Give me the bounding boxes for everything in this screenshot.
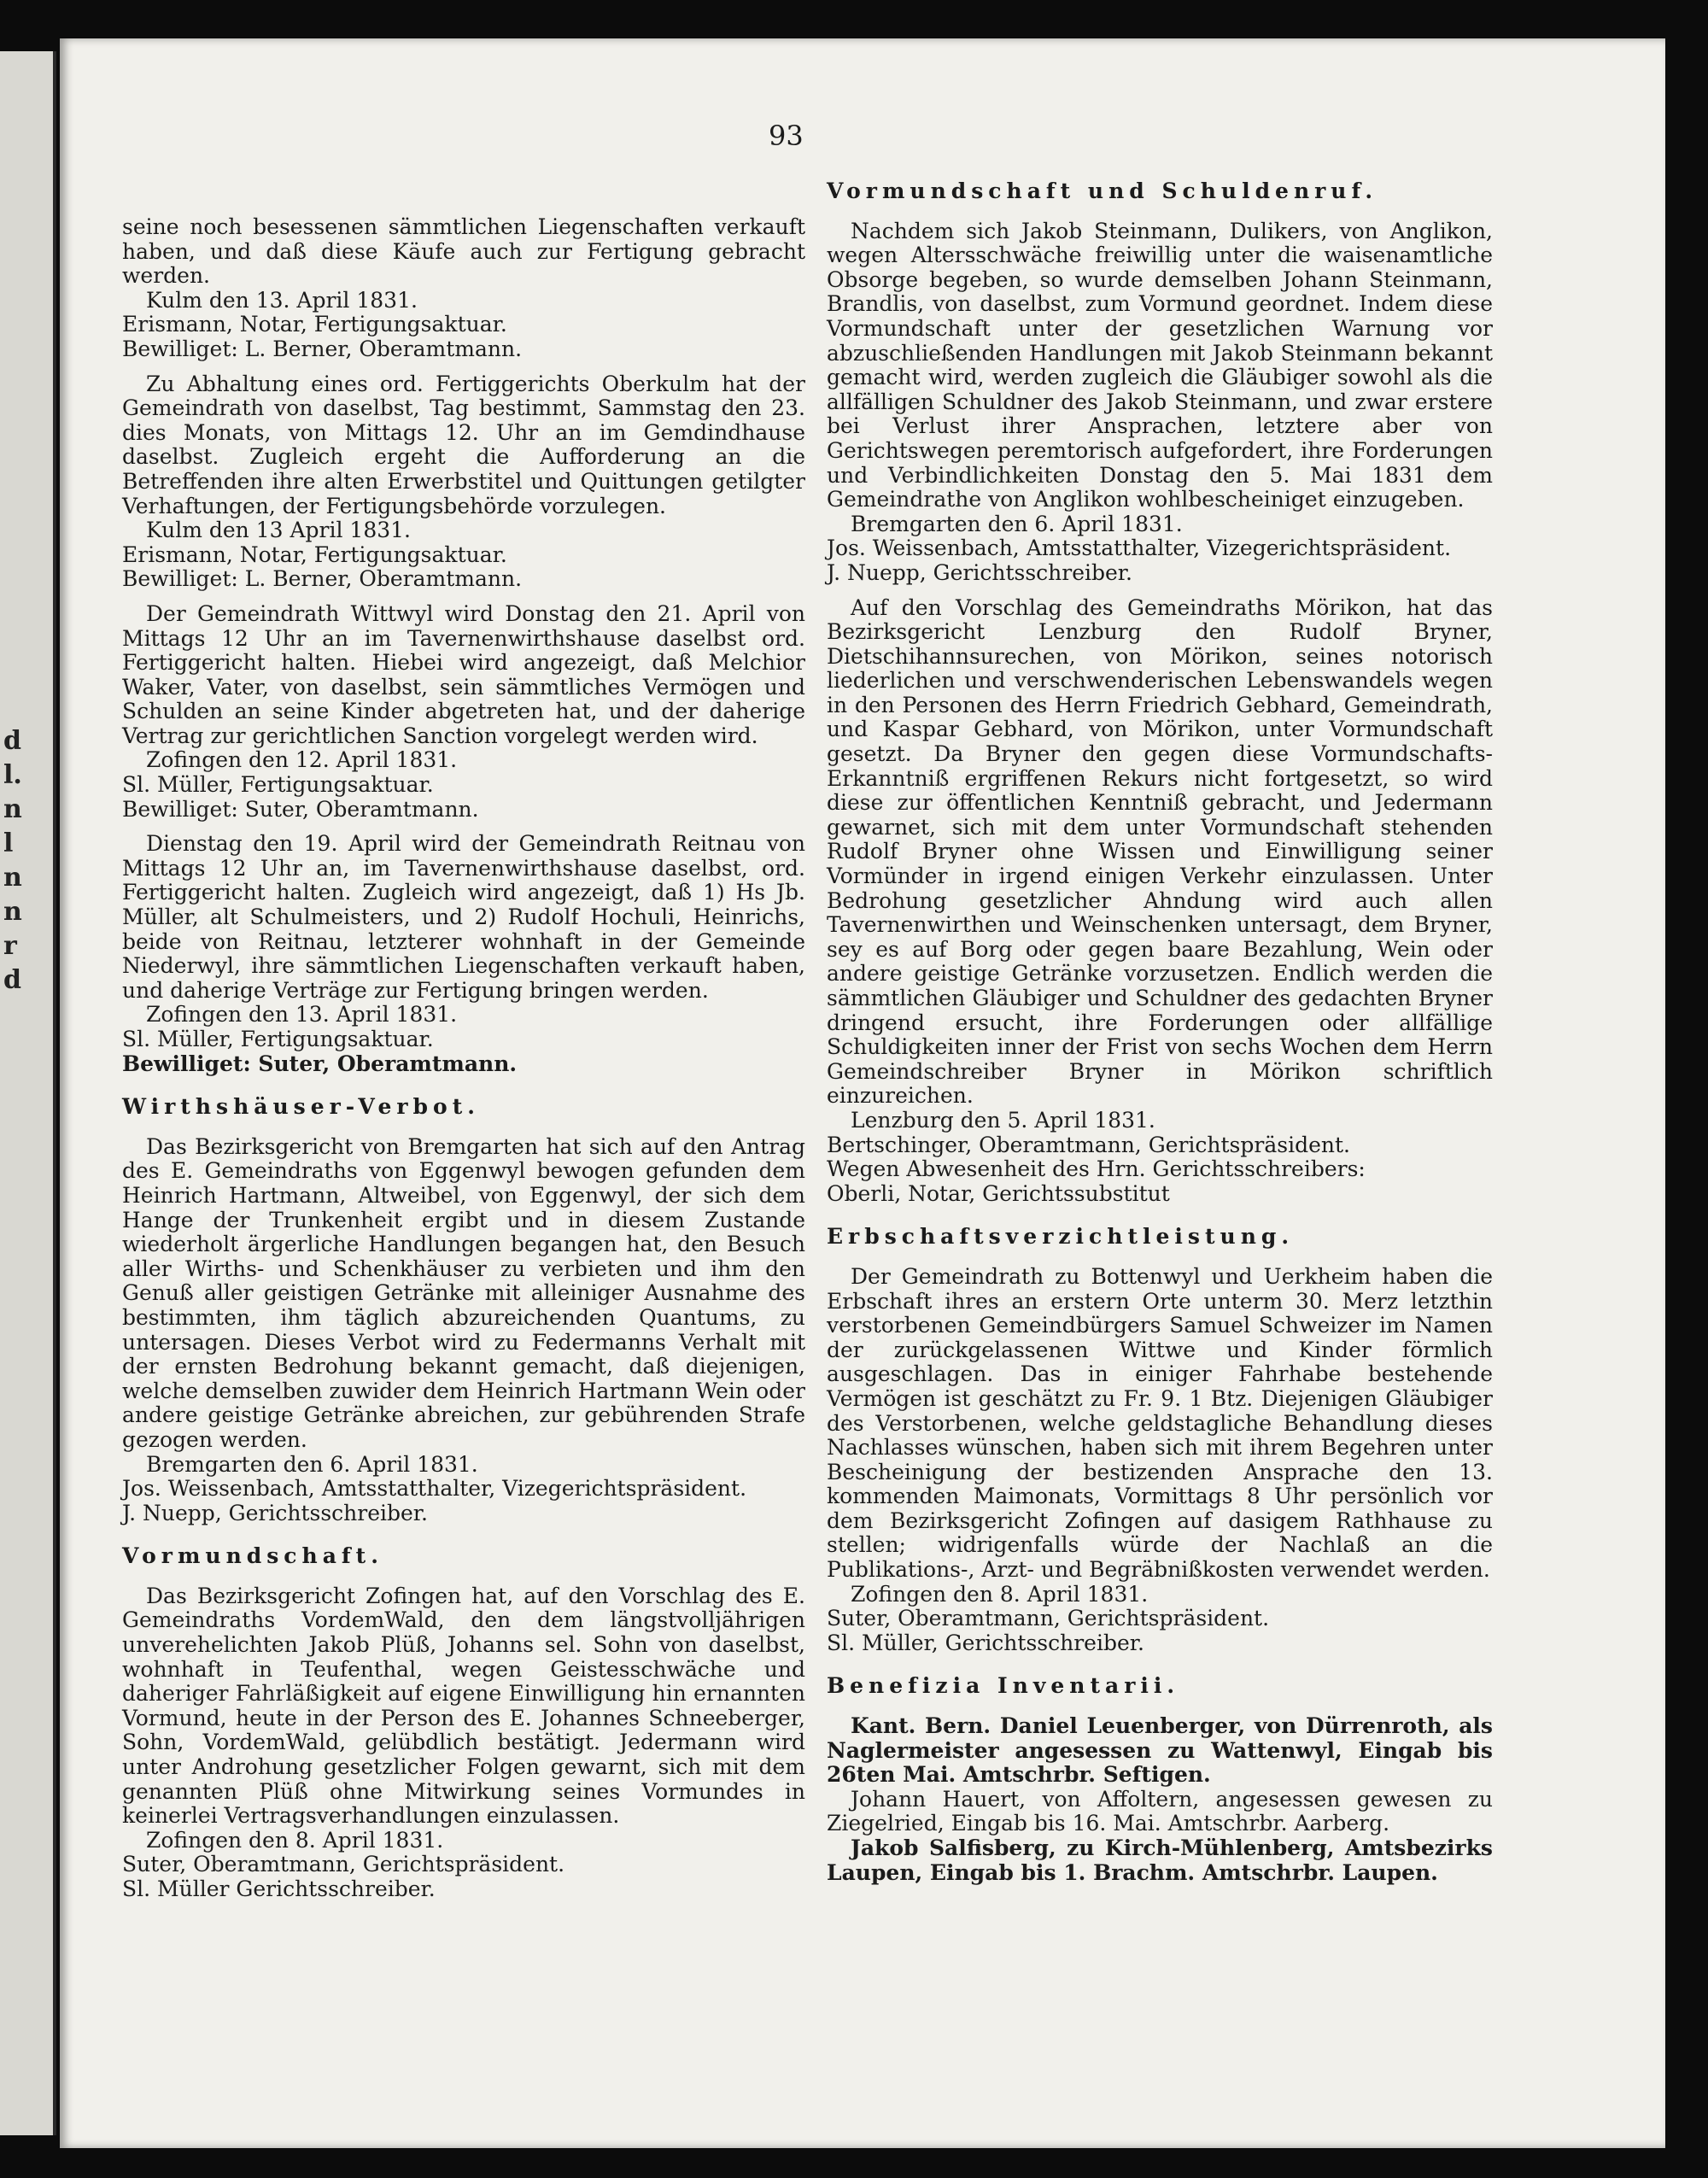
notice-signature: Sl. Müller, Fertigungsaktuar. — [122, 772, 434, 798]
notice-signature: Erismann, Notar, Fertigungsaktuar. — [122, 312, 507, 337]
notice-signature: Bertschinger, Oberamtmann, Gerichtspräsident. — [827, 1132, 1350, 1157]
notice-signature: Sl. Müller, Gerichtsschreiber. — [827, 1630, 1144, 1655]
notice-signature: Jos. Weissenbach, Amtsstatthalter, Vizegerichtspräsident. — [122, 1476, 747, 1502]
notice-approval: Bewilliget: L. Berner, Oberamtmann. — [122, 566, 523, 592]
previous-page-edge — [0, 51, 56, 2135]
notice-place-date: Lenzburg den 5. April 1831. — [851, 1107, 1155, 1133]
notice-text: Der Gemeindrath Wittwyl wird Donstag den 21. April von Mittags 12 Uhr an im Tavernenwirthshause daselbst ord. Fertiggericht halten. Hiebei wird angezeigt, daß Melchior Waker, Vater, von daselbst, sein sämmtliches Vermögen und Schulden an seine Kinder abgetreten hat, und der daherige Vertrag zur gerichtlichen Sanction vorgelegt werden wird. — [122, 600, 805, 748]
notice-signature: Jos. Weissenbach, Amtsstatthalter, Vizegerichtspräsident. — [827, 536, 1452, 561]
prev-page-fragment: l. — [3, 760, 22, 790]
section-heading: Wirthshäuser-Verbot. — [122, 1094, 480, 1120]
notice-approval: Bewilliget: Suter, Oberamtmann. — [122, 796, 479, 822]
notice-text: Auf den Vorschlag des Gemeindraths Mörikon, hat das Bezirksgericht Lenzburg den Rudolf Bryner, Dietschihannsurechen, von Mörikon, seines notorisch liederlichen und verschwenderischen Lebenswandels wegen in den Personen des Herrn Friedrich Gebhard, Gemeindrath, und Kaspar Gebhard, von Mörikon, unter Vormundschaft gesetzt. Da Bryner den gegen diese Vormundschafts-Erkanntniß ergriffenen Rekurs nicht fortgesetzt, so wird diese zur öffentlichen Kenntniß gebracht, und Jedermann gewarnet, sich mit dem unter Vormundschaft stehenden Rudolf Bryner ohne Wissen und Einwilligung seiner Vormünder in irgend einigen Verkehr einzulassen. Unter Bedrohung gesetzlicher Ahndung wird auch allen Tavernenwirthen und Weinschenken untersagt, dem Bryner, sey es auf Borg oder gegen baare Bezahlung, Wein oder andere geistige Getränke vorzusetzen. Endlich werden die sämmtlichen Gläubiger und Schuldner des gedachten Bryner dringend ersucht, ihre Forderungen oder allfällige Schuldigkeiten inner der Frist von sechs Wochen dem Herrn Gemeindschreiber Bryner in Mörikon schriftlich einzureichen. — [827, 594, 1493, 1109]
notice-text: Nachdem sich Jakob Steinmann, Dulikers, von Anglikon, wegen Altersschwäche freiwillig unter die waisenamtliche Obsorge begeben, so wurde demselben Johann Steinmann, Brandlis, von daselbst, zum Vormund geordnet. Indem diese Vormundschaft unter der gesetzlichen Warnung vor abzuschließenden Handlungen mit Jakob Steinmann bekannt gemacht wird, werden zugleich die Gläubiger sowohl als die allfälligen Schuldner des Jakob Steinmann, und zwar erstere bei Verlust ihrer Ansprachen, letztere aber von Gerichtswegen peremtorisch aufgefordert, ihre Forderungen und Verbindlichkeiten Donstag den 5. Mai 1831 dem Gemeindrathe von Anglikon wohlbescheiniget einzugeben. — [827, 218, 1493, 512]
notice-place-date: Zofingen den 8. April 1831. — [851, 1581, 1149, 1607]
section-heading: Benefizia Inventarii. — [827, 1673, 1180, 1699]
prev-page-fragment: r — [3, 931, 17, 961]
section-heading: Vormundschaft und Schuldenruf. — [827, 179, 1378, 203]
notice-text: Jakob Salfisberg, zu Kirch-Mühlenberg, Amtsbezirks Laupen, Eingab bis 1. Brachm. Amtschrbr. Laupen. — [827, 1835, 1493, 1885]
notice-place-date: Bremgarten den 6. April 1831. — [146, 1451, 478, 1477]
prev-page-fragment: d — [3, 726, 21, 756]
notice-text: Das Bezirksgericht von Bremgarten hat sich auf den Antrag des E. Gemeindraths von Eggenwyl bewogen gefunden dem Heinrich Hartmann, Altweibel, von Eggenwyl, der sich dem Hange der Trunkenheit ergibt und in diesem Zustande wiederholt ärgerliche Handlungen begangen hat, den Besuch aller Wirths- und Schenkhäuser zu verbieten und ihm den Genuß aller geistigen Getränke mit alleiniger Ausnahme des bestimmten, ihm täglich abzureichenden Quantums, zu untersagen. Dieses Verbot wird zu Federmanns Verhalt mit der ernsten Bedrohung bekannt gemacht, daß diejenigen, welche demselben zuwider dem Heinrich Hartmann Wein oder andere geistige Getränke abreichen, zur gebührenden Strafe gezogen werden. — [122, 1133, 805, 1452]
notice-signature: J. Nuepp, Gerichtsschreiber. — [122, 1500, 428, 1525]
prev-page-fragment: d — [3, 965, 21, 995]
notice-signature: Oberli, Notar, Gerichtssubstitut — [827, 1180, 1170, 1206]
right-column — [827, 179, 1493, 1885]
prev-page-fragment: n — [3, 863, 22, 893]
prev-page-fragment: n — [3, 794, 22, 824]
notice-place-date: Bremgarten den 6. April 1831. — [851, 511, 1183, 536]
notice-signature: Sl. Müller Gerichtsschreiber. — [122, 1876, 436, 1901]
notice-text: Zu Abhaltung eines ord. Fertiggerichts Oberkulm hat der Gemeindrath von daselbst, Tag bestimmt, Sammstag den 23. dies Monats, von Mittags 12. Uhr an im Gemdindhause daselbst. Zugleich ergeht die Aufforderung an die Betreffenden ihre alten Erwerbstitel und Quittungen getilgter Verhaftungen, der Fertigungsbehörde vorzulegen. — [122, 371, 805, 518]
notice-signature: Suter, Oberamtmann, Gerichtspräsident. — [827, 1606, 1270, 1631]
notice-signature: Wegen Abwesenheit des Hrn. Gerichtsschreibers: — [827, 1156, 1366, 1182]
notice-text: Kant. Bern. Daniel Leuenberger, von Dürrenroth, als Naglermeister angesessen zu Wattenwyl, Eingab bis 26ten Mai. Amtschrbr. Seftigen. — [827, 1713, 1493, 1788]
notice-text: seine noch besessenen sämmtlichen Liegenschaften verkauft haben, und daß diese Käufe auch zur Fertigung gebracht werden. — [122, 214, 805, 289]
notice-signature: Suter, Oberamtmann, Gerichtspräsident. — [122, 1852, 565, 1877]
notice-signature: Erismann, Notar, Fertigungsaktuar. — [122, 542, 507, 567]
notice-place-date: Zofingen den 8. April 1831. — [146, 1827, 444, 1853]
notice-approval: Bewilliget: Suter, Oberamtmann. — [122, 1051, 518, 1076]
notice-text: Der Gemeindrath zu Bottenwyl und Uerkheim haben die Erbschaft ihres an erstern Orte unterm 30. Merz letzthin verstorbenen Gemeindbürgers Samuel Schweizer im Namen der zurückgelassenen Wittwe und Kinder förmlich ausgeschlagen. Das in einiger Fahrhabe bestehende Vermögen ist geschätzt zu Fr. 9. 1 Btz. Diejenigen Gläubiger des Verstorbenen, welche geldstagliche Behandlung dieses Nachlasses wünschen, haben sich mit ihrem Begehren unter Bescheinigung der bestizenden Ansprache den 13. kommenden Maimonats, Vormittags 8 Uhr persönlich vor dem Bezirksgericht Zofingen auf dasigem Rathhause zu stellen; widrigenfalls würde der Nachlaß an die Publikations-, Arzt- und Begräbnißkosten verwendet werden. — [827, 1263, 1493, 1583]
page-number: 93 — [769, 120, 804, 152]
section-heading: Vormundschaft. — [122, 1543, 383, 1569]
prev-page-fragment: n — [3, 897, 22, 927]
prev-page-fragment: l — [3, 828, 14, 858]
notice-text: Johann Hauert, von Affoltern, angesessen gewesen zu Ziegelried, Eingab bis 16. Mai. Amtschrbr. Aarberg. — [827, 1786, 1493, 1836]
notice-signature: Sl. Müller, Fertigungsaktuar. — [122, 1027, 434, 1051]
section-heading: Erbschaftsverzichtleistung. — [827, 1224, 1295, 1250]
notice-signature: J. Nuepp, Gerichtsschreiber. — [827, 559, 1132, 585]
notice-place-date: Kulm den 13 April 1831. — [146, 518, 411, 543]
left-column — [122, 215, 805, 1902]
notice-approval: Bewilliget: L. Berner, Oberamtmann. — [122, 336, 523, 361]
notice-text: Dienstag den 19. April wird der Gemeindrath Reitnau von Mittags 12 Uhr an, im Tavernenwirthshause daselbst, ord. Fertiggericht halten. Zugleich wird angezeigt, daß 1) Hs Jb. Müller, alt Schulmeisters, und 2) Rudolf Hochuli, Heinrichs, beide von Reitnau, letzterer wohnhaft in der Gemeinde Niederwyl, ihre sämmtlichen Liegenschaften verkauft haben, und daherige Verträge zur Fertigung bringen werden. — [122, 831, 805, 1003]
notice-place-date: Zofingen den 12. April 1831. — [146, 747, 458, 773]
notice-place-date: Zofingen den 13. April 1831. — [146, 1002, 458, 1028]
notice-text: Das Bezirksgericht Zofingen hat, auf den Vorschlag des E. Gemeindraths VordemWald, den dem längstvolljährigen unverehelichten Jakob Plüß, Johanns sel. Sohn von daselbst, wohnhaft in Teufenthal, wegen Geistesschwäche und daheriger Fahrläßigkeit auf eigene Einwilligung hin ernannten Vormund, heute in der Person des E. Johannes Schneeberger, Sohn, VordemWald, gelübdlich bestätigt. Jedermann wird unter Androhung gesetzlicher Folgen gewarnt, sich mit dem genannten Plüß ohne Mitwirkung seines Vormundes in keinerlei Vertragsverhandlungen einzulassen. — [122, 1583, 805, 1829]
notice-place-date: Kulm den 13. April 1831. — [146, 287, 418, 313]
